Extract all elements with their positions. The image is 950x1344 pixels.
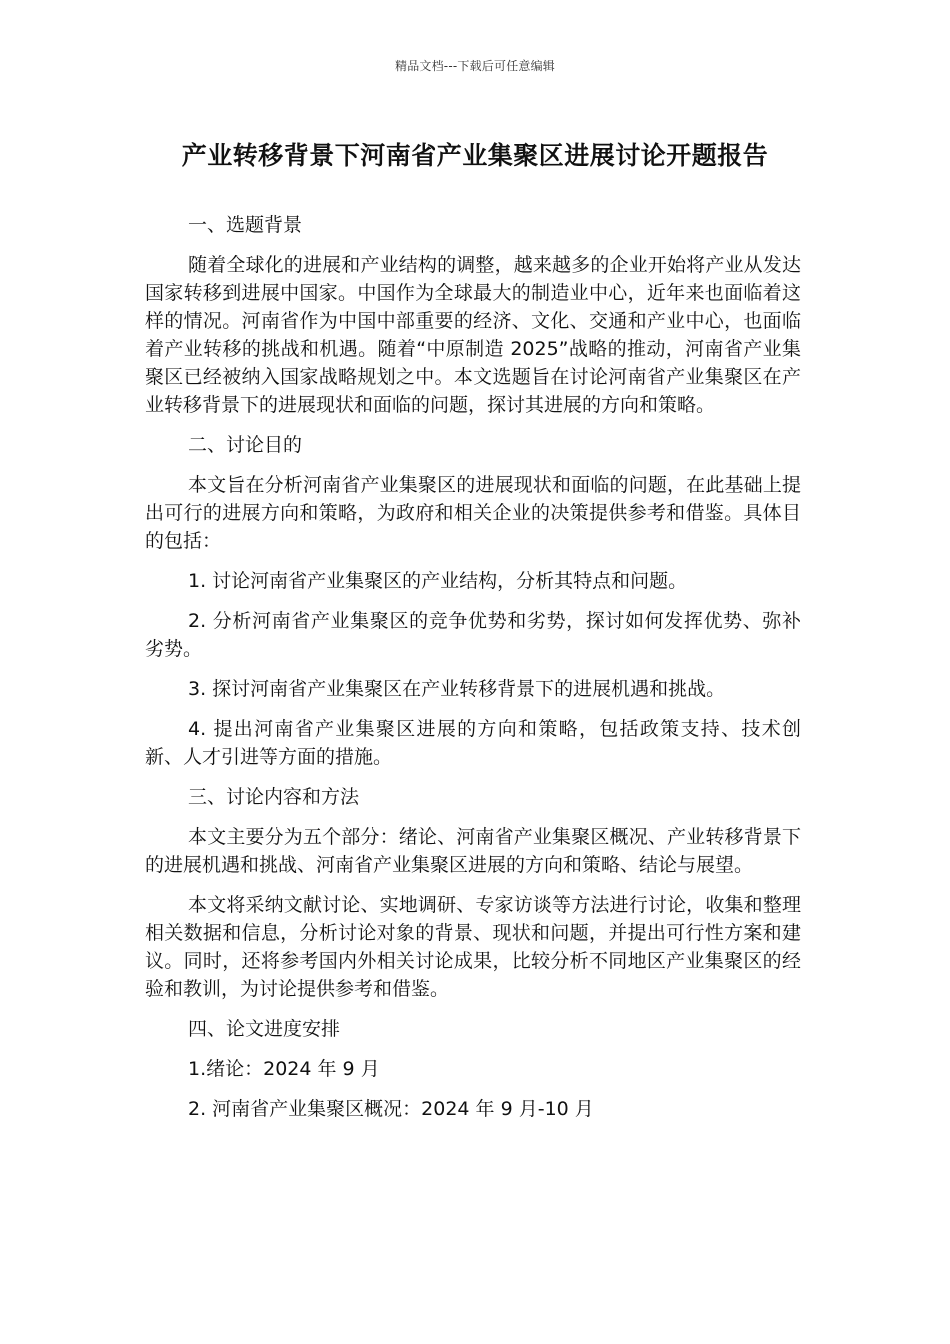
section-heading-schedule: 四、论文进度安排	[188, 1018, 341, 1040]
list-item-purpose-2: 2. 分析河南省产业集聚区的竞争优势和劣势，探讨如何发挥优势、弥补劣势。	[145, 610, 801, 660]
list-item-schedule-1: 1.绪论：2024 年 9 月	[188, 1058, 380, 1080]
list-item-purpose-1: 1. 讨论河南省产业集聚区的产业结构，分析其特点和问题。	[188, 570, 688, 592]
section-heading-topic-background: 一、选题背景	[188, 214, 303, 236]
paragraph-research-purpose: 本文旨在分析河南省产业集聚区的进展现状和面临的问题，在此基础上提出可行的进展方向和策略，为政府和相关企业的决策提供参考和借鉴。具体目的包括：	[145, 474, 801, 552]
section-heading-content-methods: 三、讨论内容和方法	[188, 786, 360, 808]
paragraph-topic-background: 随着全球化的进展和产业结构的调整，越来越多的企业开始将产业从发达国家转移到进展中国家。中国作为全球最大的制造业中心，近年来也面临着这样的情况。河南省作为中国中部重要的经济、文化、交通和产业中心，也面临着产业转移的挑战和机遇。随着“中原制造 2025”战略的推动，河南省产业集聚区已经被纳入国家战略规划之中。本文选题旨在讨论河南省产业集聚区在产业转移背景下的进展现状和面临的问题，探讨其进展的方向和策略。	[145, 254, 801, 416]
page-title: 产业转移背景下河南省产业集聚区进展讨论开题报告	[181, 141, 769, 170]
paragraph-methods: 本文将采纳文献讨论、实地调研、专家访谈等方法进行讨论，收集和整理相关数据和信息，分析讨论对象的背景、现状和问题，并提出可行性方案和建议。同时，还将参考国内外相关讨论成果，比较分析不同地区产业集聚区的经验和教训，为讨论提供参考和借鉴。	[145, 894, 801, 1000]
paragraph-content-structure: 本文主要分为五个部分：绪论、河南省产业集聚区概况、产业转移背景下的进展机遇和挑战、河南省产业集聚区进展的方向和策略、结论与展望。	[145, 826, 801, 876]
document-body	[145, 211, 801, 1135]
header-watermark: 精品文档---下载后可任意编辑	[395, 59, 555, 73]
list-item-schedule-2: 2. 河南省产业集聚区概况：2024 年 9 月-10 月	[188, 1098, 594, 1120]
list-item-purpose-3: 3. 探讨河南省产业集聚区在产业转移背景下的进展机遇和挑战。	[188, 678, 726, 700]
list-item-purpose-4: 4. 提出河南省产业集聚区进展的方向和策略，包括政策支持、技术创新、人才引进等方面的措施。	[145, 718, 801, 768]
section-heading-research-purpose: 二、讨论目的	[188, 434, 303, 456]
